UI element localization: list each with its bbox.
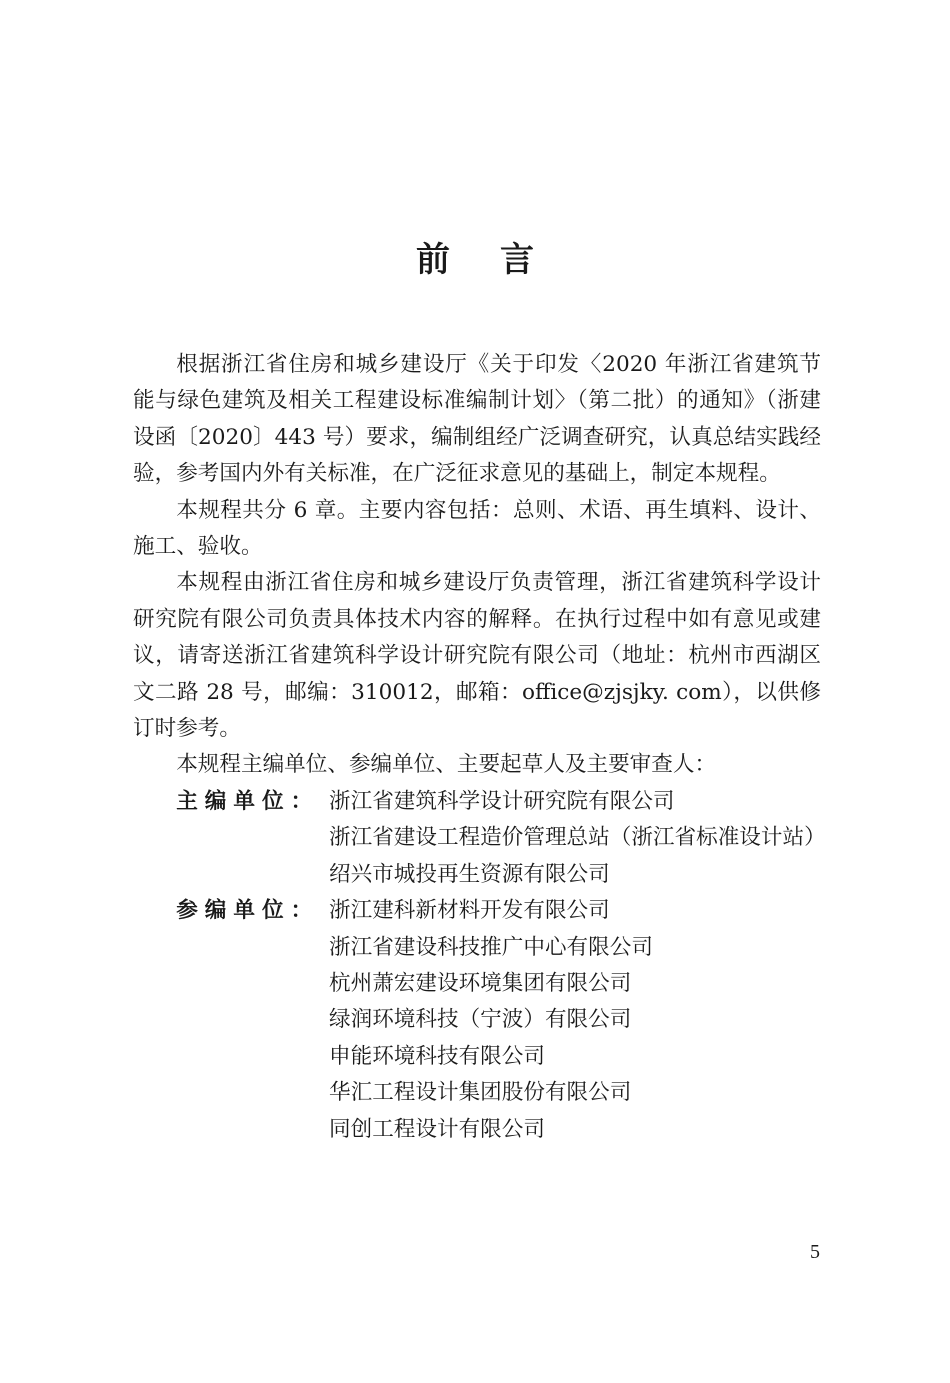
title-char-2: 言 — [500, 240, 534, 280]
chief-units-list — [329, 784, 826, 893]
paragraph-chapters: 本规程共分 6 章。主要内容包括：总则、术语、再生填料、设计、施工、验收。 — [133, 497, 821, 560]
title-char-1: 前 — [416, 240, 450, 280]
list-item: 绍兴市城投再生资源有限公司 — [329, 861, 610, 887]
paragraph-units-intro: 本规程主编单位、参编单位、主要起草人及主要审查人： — [176, 752, 717, 778]
page-title — [0, 236, 950, 284]
paragraph-management: 本规程由浙江省住房和城乡建设厅负责管理，浙江省建筑科学设计研究院有限公司负责具体技术内容的解释。在执行过程中如有意见或建议，请寄送浙江省建筑科学设计研究院有限公司（地址：杭州市西湖区文二路 28 号，邮编：310012，邮箱：office@zjsjky. com），以供修订时参考。 — [133, 570, 821, 742]
list-item: 浙江省建设工程造价管理总站（浙江省标准设计站） — [329, 825, 826, 851]
preface-body — [133, 347, 826, 1148]
page-number: 5 — [810, 1241, 820, 1263]
participating-units-label: 参编单位： — [176, 898, 320, 924]
participating-units-list — [329, 893, 821, 1148]
participating-units-group — [133, 893, 821, 1148]
list-item: 同创工程设计有限公司 — [329, 1116, 545, 1142]
list-item: 杭州萧宏建设环境集团有限公司 — [329, 970, 632, 996]
list-item: 华汇工程设计集团股份有限公司 — [329, 1080, 632, 1106]
list-item: 浙江省建筑科学设计研究院有限公司 — [329, 788, 675, 814]
list-item: 浙江建科新材料开发有限公司 — [329, 898, 610, 924]
list-item: 浙江省建设科技推广中心有限公司 — [329, 934, 653, 960]
units-section — [133, 784, 826, 1148]
list-item: 绿润环境科技（宁波）有限公司 — [329, 1007, 632, 1033]
list-item: 申能环境科技有限公司 — [329, 1043, 545, 1069]
paragraph-basis: 根据浙江省住房和城乡建设厅《关于印发〈2020 年浙江省建筑节能与绿色建筑及相关工程建设标准编制计划〉（第二批）的通知》（浙建设函〔2020〕443 号）要求，编制组经广泛调查研究，认真总结实践经验，参考国内外有关标准，在广泛征求意见的基础上，制定本规程。 — [133, 352, 821, 487]
chief-units-label: 主编单位： — [176, 788, 320, 814]
chief-units-group — [133, 784, 826, 893]
